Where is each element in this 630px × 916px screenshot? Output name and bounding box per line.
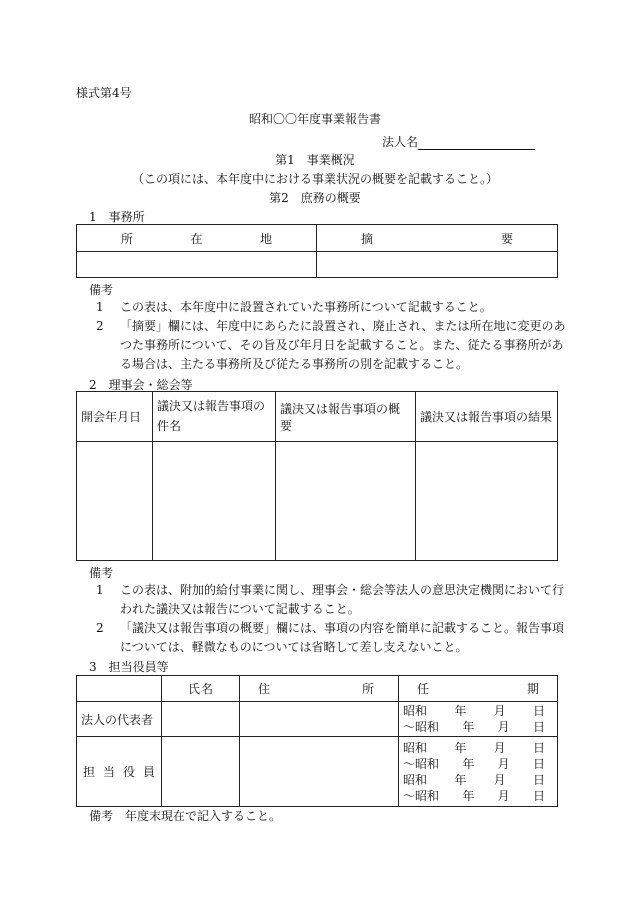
board-remarks-label: 備考 xyxy=(89,566,114,580)
board-cell-date[interactable] xyxy=(77,442,153,561)
board-col-result: 議決又は報告事項の結果 xyxy=(416,392,558,442)
offices-heading: 1 事務所 xyxy=(89,210,145,224)
offices-col-location: 所 在 地 xyxy=(77,225,317,252)
offices-remarks-label: 備考 xyxy=(89,283,114,297)
officers-row-officer: 担 当 役 員 xyxy=(77,737,162,807)
officers-rep-term: 昭和 年 月 日 〜昭和 年 月 日 xyxy=(399,702,558,737)
offices-col-summary: 摘 要 xyxy=(317,225,558,252)
offices-notes xyxy=(96,298,566,374)
officers-officer-term: 昭和 年 月 日 〜昭和 年 月 日 昭和 年 月 日 〜昭和 年 月 日 xyxy=(399,737,558,807)
board-notes xyxy=(96,581,566,657)
section1-title: 第1 事業概況 xyxy=(275,153,355,167)
officers-rep-name[interactable] xyxy=(162,702,240,737)
officers-table xyxy=(76,675,558,807)
officers-row-rep: 法人の代表者 xyxy=(77,702,162,737)
board-heading: 2 理事会・総会等 xyxy=(89,378,193,392)
corp-name-line xyxy=(418,136,535,150)
board-cell-summary[interactable] xyxy=(276,442,416,561)
board-col-items: 議決又は報告事項の 件名 xyxy=(153,392,276,442)
corp-name-label: 法人名 xyxy=(382,135,419,149)
board-note-2: 2 「議決又は報告事項の概要」欄には、事項の内容を簡単に記載すること。報告事項 については、軽微なものについては省略して差し支えないこと。 xyxy=(96,621,565,654)
form-number: 様式第4号 xyxy=(76,86,132,100)
offices-table xyxy=(76,224,558,278)
officers-col-term: 任 期 xyxy=(399,676,558,702)
officers-heading: 3 担当役員等 xyxy=(89,660,169,674)
offices-cell-location[interactable] xyxy=(77,252,317,278)
board-table xyxy=(76,391,558,561)
board-col-date: 開会年月日 xyxy=(77,392,153,442)
officers-rep-address[interactable] xyxy=(240,702,399,737)
board-cell-result[interactable] xyxy=(416,442,558,561)
board-note-1: 1 この表は、附加的給付事業に関し、理事会・総会等法人の意思決定機関において行 われた議決又は報告について記載すること。 xyxy=(96,583,565,616)
offices-note-2: 2 「摘要」欄には、年度中にあらたに設置され、廃止され、または所在地に変更のあ つた事務所について、その旨及び年月日を記載すること。また、従たる事務所があ る場合は、主たる事務所及び従たる事務所の別を記載すること。 xyxy=(96,319,566,371)
officers-col-name: 氏 名 xyxy=(162,676,240,702)
officers-remarks: 備考 年度末現在で記入すること。 xyxy=(89,809,282,823)
section2-title: 第2 庶務の概要 xyxy=(269,191,361,205)
corp-name-field xyxy=(382,133,535,150)
offices-note-1: 1 この表は、本年度中に設置されていた事務所について記載すること。 xyxy=(96,300,492,314)
board-col-summary: 議決又は報告事項の概要 xyxy=(276,392,416,442)
document-title: 昭和〇〇年度事業報告書 xyxy=(248,112,381,126)
officers-col-address: 住 所 xyxy=(240,676,399,702)
section1-note: （この項には、本年度中における事業状況の概要を記載すること。） xyxy=(131,172,498,186)
offices-cell-summary[interactable] xyxy=(317,252,558,278)
officers-officer-address[interactable] xyxy=(240,737,399,807)
officers-officer-name[interactable] xyxy=(162,737,240,807)
board-cell-items[interactable] xyxy=(153,442,276,561)
